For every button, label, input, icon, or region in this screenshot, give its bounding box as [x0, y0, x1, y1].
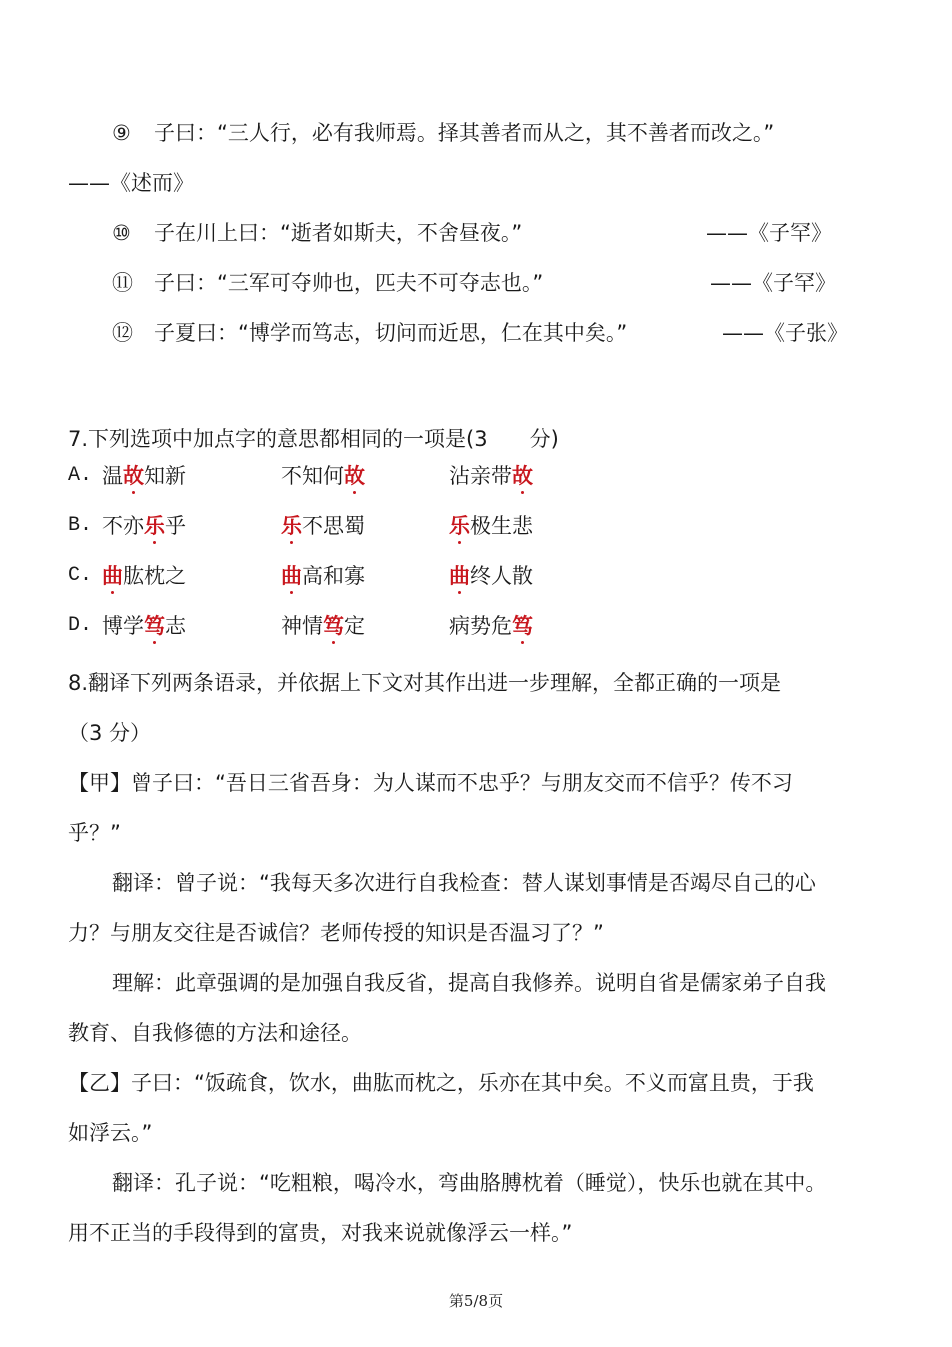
- yi-translation: 翻译：孔子说：“吃粗粮，喝冷水，弯曲胳膊枕着（睡觉），快乐也就在其中。: [112, 1171, 827, 1195]
- option-item: 曲终人散: [449, 564, 533, 588]
- option-item: 不知何故: [281, 464, 365, 488]
- option-item: 曲肱枕之: [102, 564, 186, 588]
- dotted-char: 乐: [449, 514, 470, 538]
- option-label: B.: [68, 514, 93, 537]
- jia-understanding-cont: 教育、自我修德的方法和途径。: [68, 1021, 362, 1045]
- option-item: 病势危笃: [449, 614, 533, 638]
- yi-translation-cont: 用不正当的手段得到的富贵，对我来说就像浮云一样。”: [68, 1221, 573, 1245]
- dotted-char: 曲: [449, 564, 470, 588]
- quote-source: ——《子罕》: [706, 221, 832, 245]
- dotted-char: 笃: [144, 614, 165, 638]
- jia-translation: 翻译：曾子说：“我每天多次进行自我检查：替人谋划事情是否竭尽自己的心: [112, 871, 816, 895]
- passage-yi-cont: 如浮云。”: [68, 1121, 153, 1145]
- question-8-stem: 8.翻译下列两条语录，并依据上下文对其作出进一步理解，全都正确的一项是: [68, 671, 782, 695]
- quote-number: ⑫: [112, 321, 133, 345]
- quote-number: ⑨: [112, 121, 131, 145]
- passage-yi: 【乙】子曰：“饭疏食，饮水，曲肱而枕之，乐亦在其中矣。不义而富且贵，于我: [68, 1071, 814, 1095]
- quote-source: ——《子张》: [722, 321, 848, 345]
- question-7-stem: 7.下列选项中加点字的意思都相同的一项是(3 分): [68, 427, 559, 451]
- passage-jia: 【甲】曾子曰：“吾日三省吾身：为人谋而不忠乎？与朋友交而不信乎？传不习: [68, 771, 793, 795]
- option-label: C.: [68, 564, 93, 587]
- option-item: 博学笃志: [102, 614, 186, 638]
- quote-12: [112, 318, 627, 348]
- question-8-points: （3 分）: [68, 721, 152, 745]
- quote-text: 子曰：“三军可夺帅也，匹夫不可夺志也。”: [154, 271, 544, 295]
- quote-number: ⑩: [112, 221, 131, 245]
- passage-jia-cont: 乎？”: [68, 821, 121, 845]
- quote-text: 子夏曰：“博学而笃志，切问而近思，仁在其中矣。”: [154, 321, 628, 345]
- option-item: 沾亲带故: [449, 464, 533, 488]
- quote-source: ——《子罕》: [710, 271, 836, 295]
- option-item: 乐极生悲: [449, 514, 533, 538]
- dotted-char: 故: [344, 464, 365, 488]
- dotted-char: 曲: [102, 564, 123, 588]
- option-label: A.: [68, 464, 93, 487]
- quote-9: [112, 118, 774, 148]
- option-item: 乐不思蜀: [281, 514, 365, 538]
- page-number: 第5/8页: [448, 1292, 504, 1310]
- quote-text: 子曰：“三人行，必有我师焉。择其善者而从之，其不善者而改之。”: [154, 121, 775, 145]
- option-item: 曲高和寡: [281, 564, 365, 588]
- quote-11: [112, 268, 543, 298]
- jia-translation-cont: 力？与朋友交往是否诚信？老师传授的知识是否温习了？”: [68, 921, 604, 945]
- dotted-char: 乐: [281, 514, 302, 538]
- dotted-char: 笃: [512, 614, 533, 638]
- dotted-char: 故: [123, 464, 144, 488]
- quote-source: ——《述而》: [68, 171, 194, 195]
- option-label: D.: [68, 614, 93, 637]
- quote-number: ⑪: [112, 271, 133, 295]
- dotted-char: 乐: [144, 514, 165, 538]
- dotted-char: 笃: [323, 614, 344, 638]
- quote-text: 子在川上曰：“逝者如斯夫，不舍昼夜。”: [154, 221, 523, 245]
- option-item: 不亦乐乎: [102, 514, 186, 538]
- quote-10: [112, 218, 522, 248]
- jia-understanding: 理解：此章强调的是加强自我反省，提高自我修养。说明自省是儒家弟子自我: [112, 971, 826, 995]
- dotted-char: 曲: [281, 564, 302, 588]
- dotted-char: 故: [512, 464, 533, 488]
- option-item: 温故知新: [102, 464, 186, 488]
- option-item: 神情笃定: [281, 614, 365, 638]
